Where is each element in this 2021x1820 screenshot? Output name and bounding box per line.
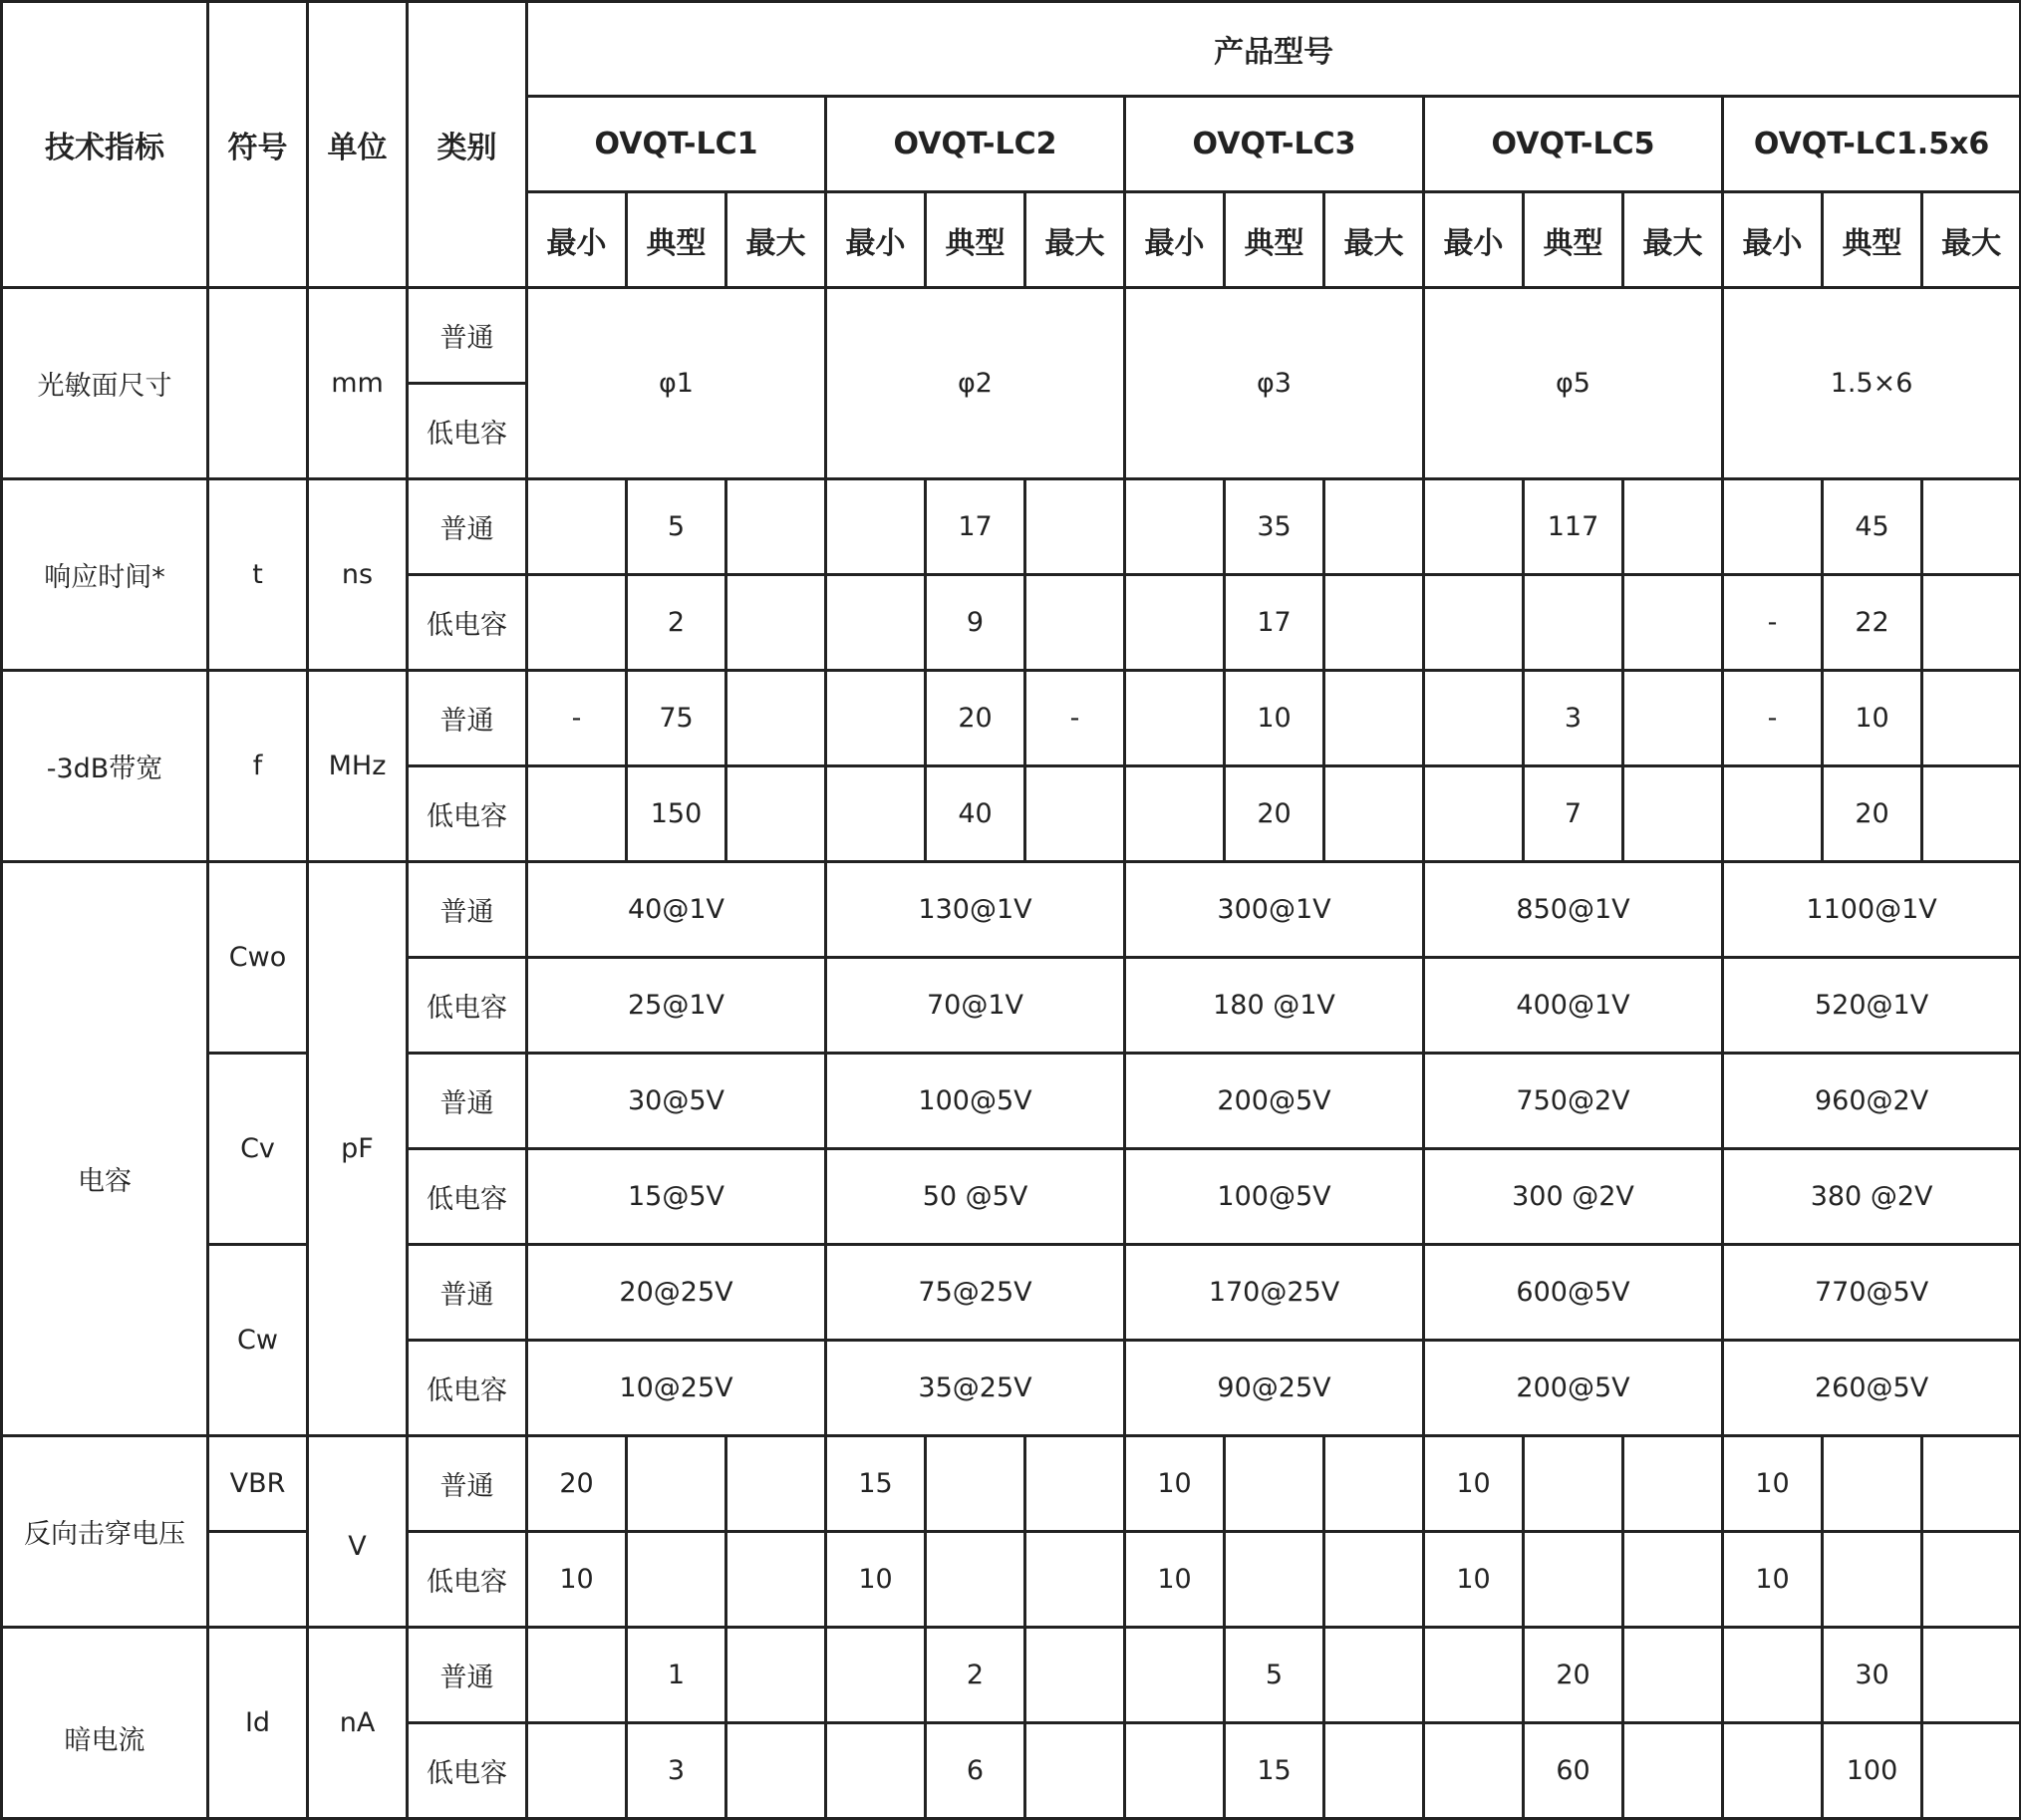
breakdown-cell: 10	[1424, 1532, 1524, 1628]
dark-cell	[1324, 1628, 1424, 1723]
header-typ: 典型	[1524, 192, 1623, 288]
header-model: OVQT-LC2	[826, 97, 1125, 192]
response-cell	[1723, 479, 1823, 575]
response-cell: 5	[627, 479, 726, 575]
dark-cell: 15	[1225, 1723, 1324, 1819]
breakdown-cell: 10	[1125, 1532, 1225, 1628]
breakdown-cell: 10	[527, 1532, 627, 1628]
bandwidth-cell	[1125, 671, 1225, 766]
capacitance-cell: 200@5V	[1125, 1054, 1424, 1149]
bandwidth-cell	[1623, 766, 1723, 862]
bandwidth-cell: -	[1723, 671, 1823, 766]
capacitance-cell: 300@1V	[1125, 862, 1424, 958]
header-max: 最大	[1623, 192, 1723, 288]
header-max: 最大	[726, 192, 826, 288]
dark-cell	[1125, 1723, 1225, 1819]
capacitance-cell: 1100@1V	[1723, 862, 2021, 958]
category-normal: 普通	[408, 1436, 527, 1532]
capacitance-cell: 90@25V	[1125, 1341, 1424, 1436]
bandwidth-symbol: f	[208, 671, 308, 862]
response-cell: 35	[1225, 479, 1324, 575]
response-cell: 117	[1524, 479, 1623, 575]
breakdown-label: 反向击穿电压	[2, 1436, 208, 1628]
response-cell: 9	[926, 575, 1025, 671]
capacitance-cwo-symbol: Cwo	[208, 862, 308, 1054]
response-label: 响应时间*	[2, 479, 208, 671]
response-cell	[826, 479, 926, 575]
capacitance-cell: 180 @1V	[1125, 958, 1424, 1054]
header-min: 最小	[826, 192, 926, 288]
capacitance-cell: 10@25V	[527, 1341, 826, 1436]
bandwidth-cell: 3	[1524, 671, 1623, 766]
capacitance-cell: 300 @2V	[1424, 1149, 1723, 1245]
bandwidth-cell: 10	[1225, 671, 1324, 766]
dark-row-normal	[2, 1628, 2021, 1723]
response-cell	[726, 479, 826, 575]
bandwidth-cell	[1922, 766, 2021, 862]
capacitance-cell: 130@1V	[826, 862, 1125, 958]
bandwidth-cell	[527, 766, 627, 862]
breakdown-row-normal	[2, 1436, 2021, 1532]
category-normal: 普通	[408, 671, 527, 766]
category-low: 低电容	[408, 958, 527, 1054]
bandwidth-cell: -	[1025, 671, 1125, 766]
breakdown-cell: 10	[1723, 1436, 1823, 1532]
category-normal: 普通	[408, 1245, 527, 1341]
capacitance-cell: 380 @2V	[1723, 1149, 2021, 1245]
dark-cell	[826, 1723, 926, 1819]
category-low: 低电容	[408, 575, 527, 671]
breakdown-cell	[926, 1532, 1025, 1628]
capacitance-cwo-row-normal	[2, 862, 2021, 958]
header-max: 最大	[1324, 192, 1424, 288]
capacitance-cw-row-normal	[2, 1245, 2021, 1341]
dark-cell	[527, 1628, 627, 1723]
response-cell	[726, 575, 826, 671]
breakdown-symbol: VBR	[208, 1436, 308, 1532]
bandwidth-unit: MHz	[308, 671, 408, 862]
breakdown-cell	[726, 1436, 826, 1532]
size-value: 1.5×6	[1723, 288, 2021, 479]
breakdown-cell	[1623, 1436, 1723, 1532]
bandwidth-cell	[1324, 766, 1424, 862]
dark-cell	[826, 1628, 926, 1723]
capacitance-cell: 400@1V	[1424, 958, 1723, 1054]
response-cell: 17	[926, 479, 1025, 575]
category-normal: 普通	[408, 862, 527, 958]
header-typ: 典型	[627, 192, 726, 288]
category-low: 低电容	[408, 1149, 527, 1245]
dark-cell	[1723, 1628, 1823, 1723]
dark-cell: 2	[926, 1628, 1025, 1723]
response-cell: 22	[1823, 575, 1922, 671]
breakdown-cell	[627, 1436, 726, 1532]
capacitance-cell: 50 @5V	[826, 1149, 1125, 1245]
breakdown-cell: 10	[826, 1532, 926, 1628]
category-low: 低电容	[408, 766, 527, 862]
bandwidth-cell: 20	[926, 671, 1025, 766]
bandwidth-cell	[1125, 766, 1225, 862]
breakdown-cell: 20	[527, 1436, 627, 1532]
header-typ: 典型	[1823, 192, 1922, 288]
header-max: 最大	[1025, 192, 1125, 288]
response-cell	[1922, 479, 2021, 575]
breakdown-cell	[1823, 1532, 1922, 1628]
bandwidth-cell: -	[527, 671, 627, 766]
capacitance-cv-row-normal	[2, 1054, 2021, 1149]
capacitance-cell: 25@1V	[527, 958, 826, 1054]
breakdown-cell	[1623, 1532, 1723, 1628]
capacitance-label: 电容	[2, 862, 208, 1436]
response-cell	[1125, 479, 1225, 575]
header-typ: 典型	[926, 192, 1025, 288]
breakdown-cell	[1225, 1436, 1324, 1532]
breakdown-unit: V	[308, 1436, 408, 1628]
capacitance-cell: 35@25V	[826, 1341, 1125, 1436]
header-max: 最大	[1922, 192, 2021, 288]
size-label: 光敏面尺寸	[2, 288, 208, 479]
bandwidth-label: -3dB带宽	[2, 671, 208, 862]
breakdown-cell: 10	[1723, 1532, 1823, 1628]
bandwidth-cell	[1424, 671, 1524, 766]
header-min: 最小	[1424, 192, 1524, 288]
bandwidth-cell: 150	[627, 766, 726, 862]
bandwidth-cell	[1025, 766, 1125, 862]
bandwidth-cell	[726, 766, 826, 862]
capacitance-cell: 20@25V	[527, 1245, 826, 1341]
size-value: φ1	[527, 288, 826, 479]
response-cell	[527, 575, 627, 671]
capacitance-cell: 15@5V	[527, 1149, 826, 1245]
capacitance-cell: 850@1V	[1424, 862, 1723, 958]
dark-unit: nA	[308, 1628, 408, 1819]
breakdown-row-low	[2, 1532, 2021, 1628]
bandwidth-row-normal	[2, 671, 2021, 766]
header-category: 类别	[408, 2, 527, 288]
bandwidth-cell: 7	[1524, 766, 1623, 862]
dark-cell	[1125, 1628, 1225, 1723]
breakdown-cell	[1524, 1436, 1623, 1532]
header-product-model: 产品型号	[527, 2, 2021, 97]
capacitance-cell: 960@2V	[1723, 1054, 2021, 1149]
breakdown-cell: 10	[1125, 1436, 1225, 1532]
dark-cell	[1922, 1628, 2021, 1723]
category-normal: 普通	[408, 479, 527, 575]
capacitance-cell: 750@2V	[1424, 1054, 1723, 1149]
capacitance-cell: 100@5V	[1125, 1149, 1424, 1245]
dark-symbol: Id	[208, 1628, 308, 1819]
response-cell	[1424, 479, 1524, 575]
bandwidth-cell	[1922, 671, 2021, 766]
category-normal: 普通	[408, 1628, 527, 1723]
bandwidth-cell: 40	[926, 766, 1025, 862]
breakdown-cell	[726, 1532, 826, 1628]
size-unit: mm	[308, 288, 408, 479]
breakdown-symbol-empty	[208, 1532, 308, 1628]
dark-label: 暗电流	[2, 1628, 208, 1819]
bandwidth-cell: 10	[1823, 671, 1922, 766]
response-cell	[1324, 479, 1424, 575]
response-cell: 17	[1225, 575, 1324, 671]
bandwidth-cell	[826, 766, 926, 862]
breakdown-cell	[1823, 1436, 1922, 1532]
breakdown-cell	[1225, 1532, 1324, 1628]
capacitance-cv-symbol: Cv	[208, 1054, 308, 1245]
dark-cell	[726, 1723, 826, 1819]
response-cell	[527, 479, 627, 575]
header-unit: 单位	[308, 2, 408, 288]
header-model: OVQT-LC5	[1424, 97, 1723, 192]
bandwidth-cell	[1424, 766, 1524, 862]
response-symbol: t	[208, 479, 308, 671]
response-cell	[1424, 575, 1524, 671]
breakdown-cell	[1922, 1436, 2021, 1532]
bandwidth-cell	[726, 671, 826, 766]
dark-cell: 5	[1225, 1628, 1324, 1723]
breakdown-cell	[1922, 1532, 2021, 1628]
capacitance-cell: 520@1V	[1723, 958, 2021, 1054]
bandwidth-cell: 75	[627, 671, 726, 766]
dark-cell: 3	[627, 1723, 726, 1819]
dark-cell	[1025, 1628, 1125, 1723]
category-low: 低电容	[408, 1532, 527, 1628]
breakdown-cell	[926, 1436, 1025, 1532]
breakdown-cell	[1324, 1436, 1424, 1532]
category-low: 低电容	[408, 384, 527, 479]
header-model: OVQT-LC1.5x6	[1723, 97, 2021, 192]
dark-cell: 30	[1823, 1628, 1922, 1723]
breakdown-cell	[1324, 1532, 1424, 1628]
dark-cell	[1424, 1723, 1524, 1819]
header-min: 最小	[1723, 192, 1823, 288]
response-cell	[1922, 575, 2021, 671]
breakdown-cell: 15	[826, 1436, 926, 1532]
capacitance-cw-symbol: Cw	[208, 1245, 308, 1436]
response-cell	[1324, 575, 1424, 671]
dark-cell	[1723, 1723, 1823, 1819]
response-cell	[1025, 575, 1125, 671]
header-row-1	[2, 2, 2021, 97]
bandwidth-cell	[1324, 671, 1424, 766]
bandwidth-cell	[826, 671, 926, 766]
response-cell: 2	[627, 575, 726, 671]
response-row-normal	[2, 479, 2021, 575]
size-row-normal	[2, 288, 2021, 384]
dark-cell: 100	[1823, 1723, 1922, 1819]
dark-cell: 20	[1524, 1628, 1623, 1723]
response-cell	[1524, 575, 1623, 671]
dark-cell	[1025, 1723, 1125, 1819]
dark-cell: 1	[627, 1628, 726, 1723]
size-symbol	[208, 288, 308, 479]
response-cell	[1623, 575, 1723, 671]
bandwidth-cell	[1723, 766, 1823, 862]
breakdown-cell	[1025, 1436, 1125, 1532]
response-cell	[826, 575, 926, 671]
header-min: 最小	[1125, 192, 1225, 288]
category-low: 低电容	[408, 1723, 527, 1819]
dark-cell	[1623, 1723, 1723, 1819]
response-unit: ns	[308, 479, 408, 671]
breakdown-cell: 10	[1424, 1436, 1524, 1532]
response-cell	[1125, 575, 1225, 671]
response-cell: -	[1723, 575, 1823, 671]
capacitance-cell: 40@1V	[527, 862, 826, 958]
category-normal: 普通	[408, 1054, 527, 1149]
dark-cell	[1324, 1723, 1424, 1819]
capacitance-cell: 30@5V	[527, 1054, 826, 1149]
header-metric: 技术指标	[2, 2, 208, 288]
header-model: OVQT-LC1	[527, 97, 826, 192]
breakdown-cell	[627, 1532, 726, 1628]
response-cell: 45	[1823, 479, 1922, 575]
dark-cell	[527, 1723, 627, 1819]
category-low: 低电容	[408, 1341, 527, 1436]
breakdown-cell	[1524, 1532, 1623, 1628]
response-cell	[1623, 479, 1723, 575]
header-min: 最小	[527, 192, 627, 288]
capacitance-cell: 170@25V	[1125, 1245, 1424, 1341]
category-normal: 普通	[408, 288, 527, 384]
dark-cell	[1424, 1628, 1524, 1723]
bandwidth-cell: 20	[1225, 766, 1324, 862]
breakdown-cell	[1025, 1532, 1125, 1628]
dark-cell	[1922, 1723, 2021, 1819]
header-symbol: 符号	[208, 2, 308, 288]
capacitance-cell: 260@5V	[1723, 1341, 2021, 1436]
size-value: φ2	[826, 288, 1125, 479]
response-cell	[1025, 479, 1125, 575]
capacitance-cell: 100@5V	[826, 1054, 1125, 1149]
capacitance-cell: 200@5V	[1424, 1341, 1723, 1436]
capacitance-cell: 770@5V	[1723, 1245, 2021, 1341]
header-typ: 典型	[1225, 192, 1324, 288]
size-value: φ3	[1125, 288, 1424, 479]
dark-cell: 6	[926, 1723, 1025, 1819]
dark-cell: 60	[1524, 1723, 1623, 1819]
capacitance-cell: 600@5V	[1424, 1245, 1723, 1341]
bandwidth-cell: 20	[1823, 766, 1922, 862]
capacitance-cell: 70@1V	[826, 958, 1125, 1054]
dark-cell	[1623, 1628, 1723, 1723]
size-value: φ5	[1424, 288, 1723, 479]
bandwidth-cell	[1623, 671, 1723, 766]
header-model: OVQT-LC3	[1125, 97, 1424, 192]
dark-cell	[726, 1628, 826, 1723]
capacitance-unit: pF	[308, 862, 408, 1436]
capacitance-cell: 75@25V	[826, 1245, 1125, 1341]
